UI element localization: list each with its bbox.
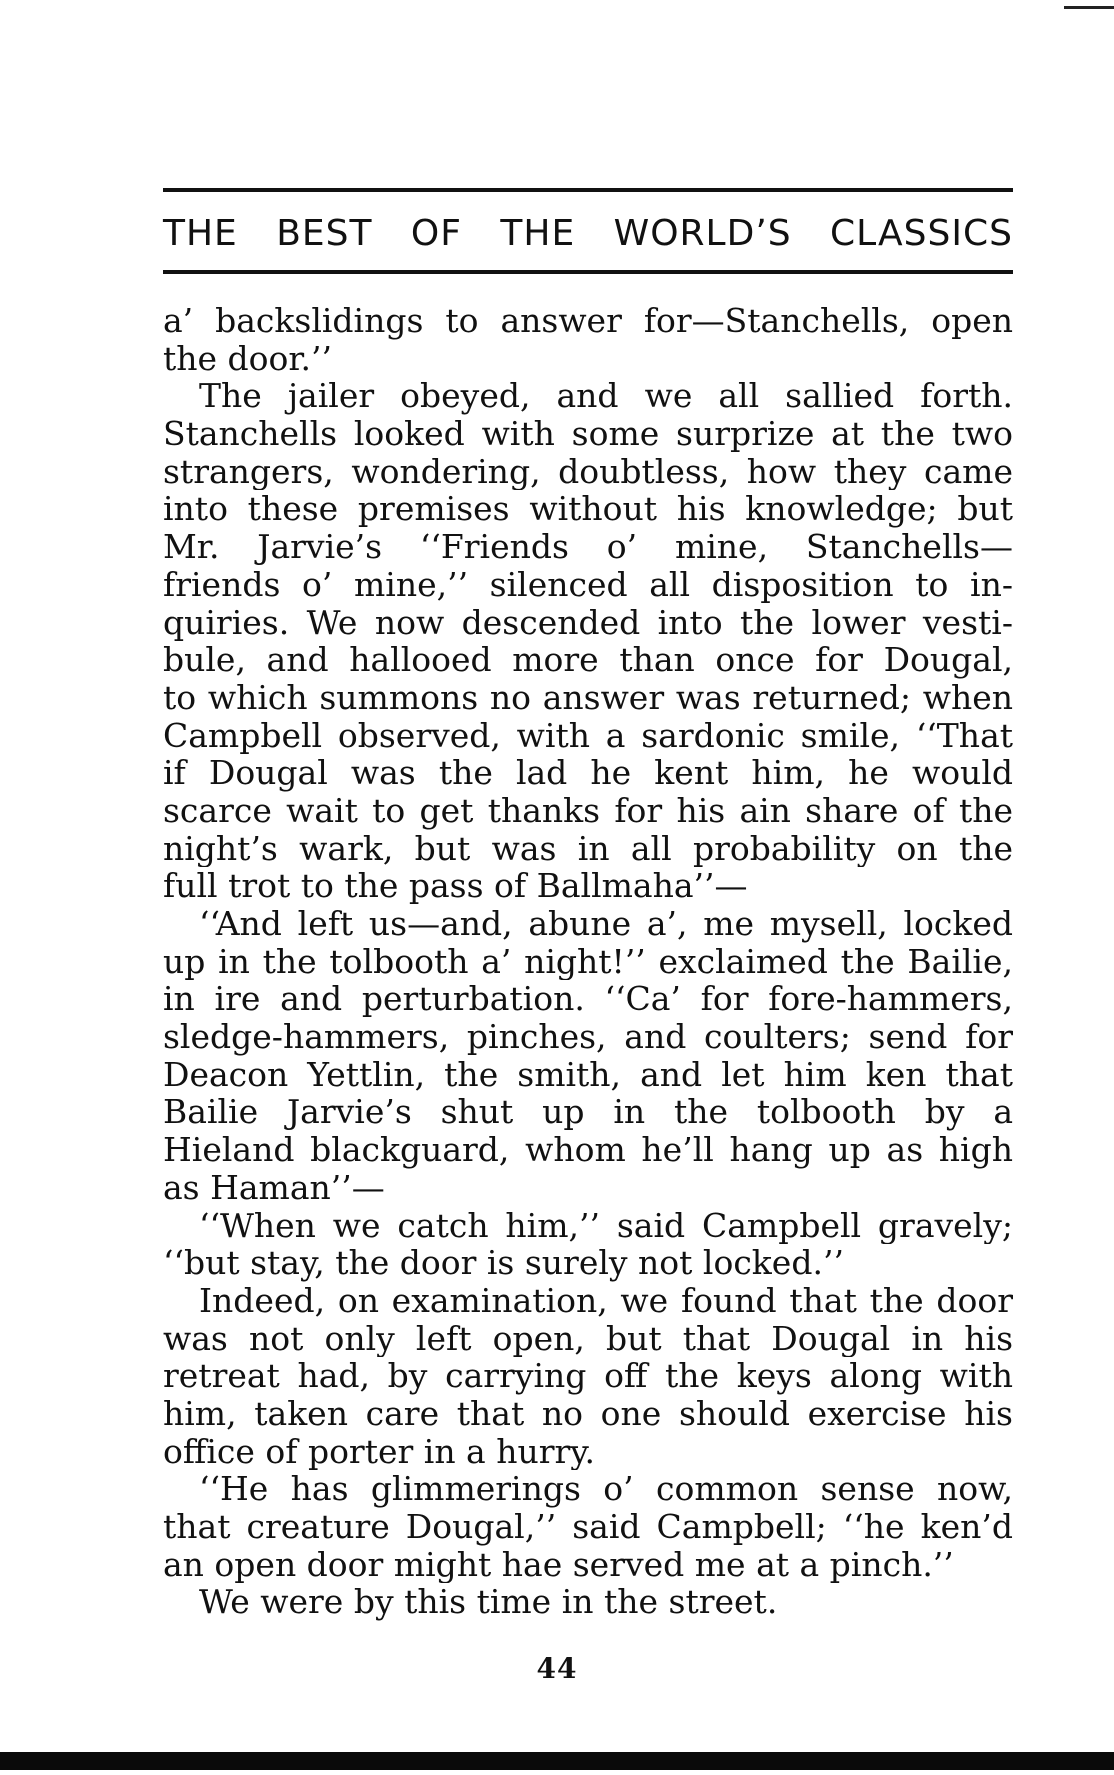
text-line: friends o’ mine,’’ silenced all disposition to in- [163, 565, 1013, 604]
text-line: ‘‘but stay, the door is surely not locked.’’ [163, 1244, 844, 1282]
text-line: strangers, wondering, doubtless, how they came [163, 452, 1013, 491]
text-line: Mr. Jarvie’s ‘‘Friends o’ mine, Stanchells— [163, 528, 1013, 566]
text-line: quiries. We now descended into the lower vesti- [163, 603, 1013, 642]
text-line: Stanchells looked with some surprize at the two [163, 415, 1013, 453]
page-number: 44 [536, 1652, 578, 1685]
text-line: a’ backslidings to answer for—Stanchells, open [163, 302, 1013, 340]
text-line: Indeed, on examination, we found that the door [199, 1281, 1013, 1320]
text-line: retreat had, by carrying off the keys along with [163, 1357, 1013, 1395]
text-line: We were by this time in the street. [199, 1583, 778, 1622]
text-line: bule, and hallooed more than once for Dougal, [163, 641, 1013, 679]
text-line: that creature Dougal,’’ said Campbell; ‘‘he ken’d [163, 1508, 1013, 1546]
text-line: ‘‘He has glimmerings o’ common sense now, [199, 1470, 1013, 1508]
text-line: as Haman’’— [163, 1168, 385, 1207]
footer-edge-bar [0, 1752, 1114, 1770]
text-line: him, taken care that no one should exercise his [163, 1394, 1013, 1433]
text-line: scarce wait to get thanks for his ain share of the [163, 791, 1013, 830]
text-line: Bailie Jarvie’s shut up in the tolbooth by a [163, 1093, 1013, 1132]
text-line: the door.’’ [163, 339, 333, 378]
text-line: night’s wark, but was in all probability on the [163, 829, 1013, 868]
text-line: Deacon Yettlin, the smith, and let him ken that [163, 1055, 1013, 1094]
running-head: THE BEST OF THE WORLD’S CLASSICS [163, 213, 1013, 254]
text-line: in ire and perturbation. ‘‘Ca’ for fore-hammers, [163, 980, 1013, 1019]
header-rule-bottom [163, 270, 1013, 274]
text-line: office of porter in a hurry. [163, 1432, 596, 1471]
text-line: ‘‘When we catch him,’’ said Campbell gravely; [199, 1206, 1013, 1245]
text-line: into these premises without his knowledge; but [163, 490, 1013, 529]
text-line: full trot to the pass of Ballmaha’’— [163, 867, 748, 905]
text-line: to which summons no answer was returned; when [163, 678, 1013, 717]
text-line: The jailer obeyed, and we all sallied forth. [199, 377, 1013, 416]
text-line: Campbell observed, with a sardonic smile, ‘‘That [163, 716, 1013, 755]
header-rule-top [163, 188, 1013, 192]
text-line: ‘‘And left us—and, abune a’, me mysell, locked [199, 905, 1013, 943]
text-line: if Dougal was the lad he kent him, he would [163, 754, 1013, 792]
text-line: was not only left open, but that Dougal in his [163, 1319, 1013, 1358]
text-line: an open door might hae served me at a pinch.’’ [163, 1545, 954, 1584]
text-line: sledge-hammers, pinches, and coulters; send for [163, 1018, 1013, 1056]
corner-edge-mark [1064, 6, 1114, 9]
text-line: up in the tolbooth a’ night!’’ exclaimed the Bailie, [163, 942, 1013, 981]
text-line: Hieland blackguard, whom he’ll hang up as high [163, 1131, 1013, 1169]
body-text [163, 302, 1013, 1621]
